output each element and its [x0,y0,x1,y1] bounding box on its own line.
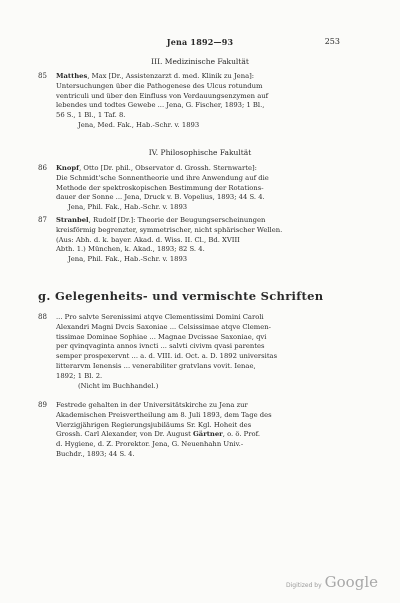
section-heading-gelegenheitsschriften: g. Gelegenheits- und vermischte Schriften [38,289,324,303]
entry-line: lebendes und todtes Gewebe ... Jena, G. Fischer, 1893; 1 Bl., [56,101,265,110]
running-header: Jena 1892—93 [166,37,234,47]
entry-line: Buchdr., 1893; 44 S. 4. [56,449,135,458]
entry-line: Abth. 1.) München, k. Akad., 1893; 82 S. 4. [56,245,205,254]
entry-line: ... Pro salvte Serenissimi atqve Clementissimi Domini Caroli [56,313,264,321]
entry-text [56,164,358,213]
entry-number: 87 [38,216,47,224]
entry-line: semper prospexervnt ... a. d. VIII. id. Oct. a. D. 1892 universitas [56,352,278,361]
author-name: Gärtner [192,430,223,439]
entry-note: (Nicht im Buchhandel.) [78,381,159,390]
entry-line: Untersuchungen über die Pathogenese des Ulcus rotundum [56,81,263,90]
entry-number: 85 [38,72,47,80]
entry-number: 89 [38,401,47,409]
entry-line: kreisförmig begrenzter, symmetrischer, nicht sphärischer Wellen. [56,225,283,234]
author-name: Knopf [56,164,80,172]
entry-text [56,216,358,265]
entry-line: Die Schmidt'sche Sonnentheorie und ihre Anwendung auf die [56,173,269,182]
entry-line: dauer der Sonne ... Jena, Druck v. B. Vopelius, 1893; 44 S. 4. [56,193,265,202]
entry-line: Knopf, Otto [Dr. phil., Observator d. Grossh. Sternwarte]: [56,164,257,172]
entry-line: Matthes, Max [Dr., Assistenzarzt d. med. Klinik zu Jena]: [56,72,255,80]
entry-note: Jena, Phil. Fak., Hab.-Schr. v. 1893 [68,203,188,212]
google-logo: Google [324,573,378,591]
watermark-prefix: Digitized by [285,582,322,589]
entry-number: 88 [38,313,47,321]
google-watermark [286,573,378,591]
entry-note: Jena, Med. Fak., Hab.-Schr. v. 1893 [78,120,200,129]
entry-note: Jena, Phil. Fak., Hab.-Schr. v. 1893 [68,255,188,264]
entry-line: tissimae Dominae Sophiae ... Magnae Dvcissae Saxoniae, qvi [56,332,267,341]
entry-line: Akademischen Preisvertheilung am 8. Juli 1893, dem Tage des [56,410,272,419]
entry-line: 1892; 1 Bl. 2. [56,371,103,380]
entry-line: Methode der spektroskopischen Bestimmung der Rotations- [56,183,264,192]
entry-line: Grossh. Carl Alexander, von Dr. August Gärtner, o. ö. Prof. [56,430,261,439]
entry-line: Vierzigjährigen Regierungsjubiläums Sr. Kgl. Hoheit des [56,420,252,429]
entry-text [56,313,358,391]
entry-line: Festrede gehalten in der Universitätskirche zu Jena zur [56,401,248,409]
entry-line: 56 S., 1 Bl., 1 Taf. 8. [56,111,126,120]
section-heading-philosophie: IV. Philosophische Fakultät [148,148,252,157]
entry-line: (Aus: Abh. d. k. bayer. Akad. d. Wiss. II. Cl., Bd. XVIII [56,235,240,244]
entry-text [56,401,358,460]
entry-line: Alexandri Magni Dvcis Saxoniae ... Celsissimae atqve Clemen- [56,322,271,331]
page-number: 253 [324,37,340,46]
entry-line: Stranbel, Rudolf [Dr.]: Theorie der Beugungserscheinungen [56,216,266,224]
author-name: Stranbel [56,216,89,224]
author-name: Matthes [56,72,88,80]
entry-line: per qvinqvaginta annos ivncti ... salvti civivm qvasi parentes [56,342,265,351]
entry-line: d. Hygiene, d. Z. Prorektor. Jena, G. Neuenhahn Univ.- [56,440,244,449]
section-heading-medizin: III. Medizinische Fakultät [151,57,249,66]
entry-line: ventriculi und über den Einfluss von Verdauungsenzymen auf [56,91,269,100]
entry-line: litterarvm Ienensis ... venerabiliter gratvlans vovit. Ienae, [56,361,256,370]
entry-number: 86 [38,164,47,172]
entry-text [56,72,358,131]
